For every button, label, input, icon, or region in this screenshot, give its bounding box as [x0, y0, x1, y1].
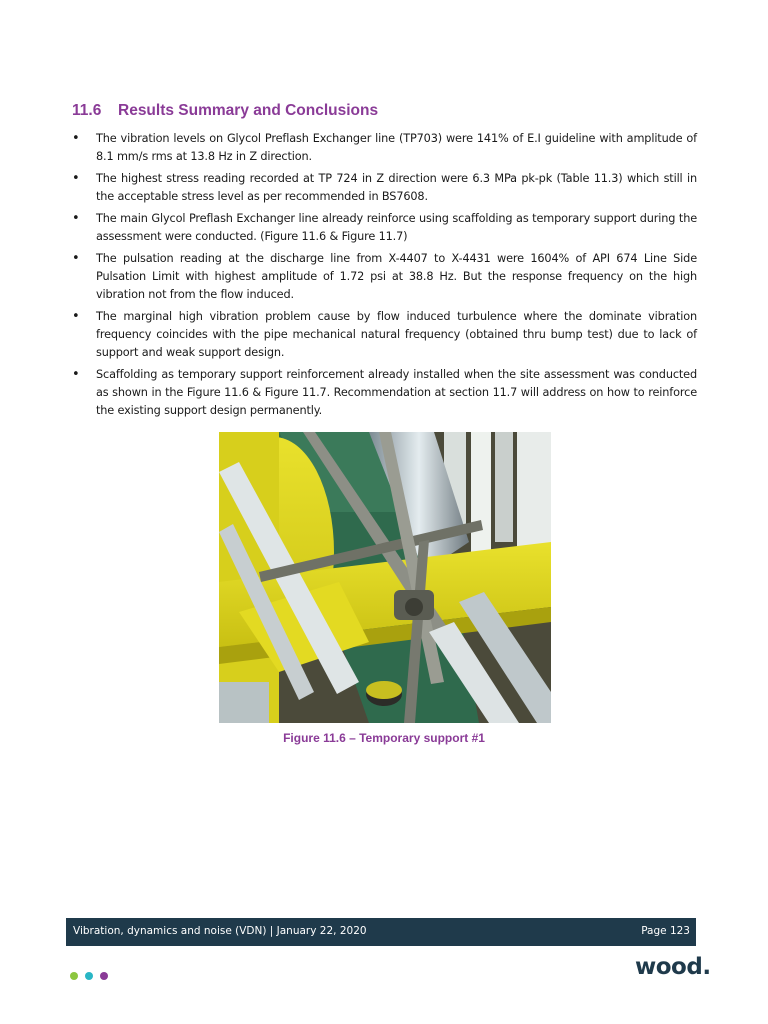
list-item [72, 210, 697, 246]
list-item [72, 170, 697, 206]
brand-dots [70, 965, 115, 977]
list-item-text: The highest stress reading recorded at TP 724 in Z direction were 6.3 MPa pk-pk (Table 11.3) which still in the acceptable stress level as per recommended in BS7608. [96, 172, 697, 203]
section-number: 11.6 [72, 102, 102, 119]
list-item-text: The marginal high vibration problem cause by flow induced turbulence where the dominate vibration frequency coincides with the pipe mechanical natural frequency (obtained thru bump test) due to lack of support and weak support design. [96, 310, 697, 359]
bullet-icon: • [72, 251, 80, 266]
temporary-support-photo [219, 432, 551, 723]
footer-bar [66, 918, 696, 946]
list-item-text: The pulsation reading at the discharge line from X-4407 to X-4431 were 1604% of API 674 Line Side Pulsation Limit with highest amplitude of 1.72 psi at 38.8 Hz. But the response frequency on the high vibration not from the flow induced. [96, 252, 697, 301]
bullet-icon: • [72, 367, 80, 382]
list-item-text: The main Glycol Preflash Exchanger line already reinforce using scaffolding as temporary support during the assessment were conducted. (Figure 11.6 & Figure 11.7) [96, 212, 697, 243]
footer-document-info: Vibration, dynamics and noise (VDN) | January 22, 2020 [73, 925, 367, 937]
section-heading [72, 102, 378, 120]
teal-dot-icon [85, 972, 93, 980]
conclusions-list [72, 130, 697, 424]
list-item-text: Scaffolding as temporary support reinforcement already installed when the site assessment was conducted as shown in the Figure 11.6 & Figure 11.7. Recommendation at section 11.7 will address on how to reinforce the existing support design permanently. [96, 368, 697, 417]
wood-logo: wood. [635, 954, 711, 980]
section-title: Results Summary and Conclusions [118, 102, 379, 119]
list-item [72, 250, 697, 304]
bullet-icon: • [72, 131, 80, 146]
green-dot-icon [70, 972, 78, 980]
bullet-icon: • [72, 309, 80, 324]
list-item [72, 308, 697, 362]
list-item [72, 130, 697, 166]
list-item [72, 366, 697, 420]
purple-dot-icon [100, 972, 108, 980]
page-number: Page 123 [641, 925, 690, 937]
list-item-text: The vibration levels on Glycol Preflash Exchanger line (TP703) were 141% of E.I guideline with amplitude of 8.1 mm/s rms at 13.8 Hz in Z direction. [96, 132, 697, 163]
bullet-icon: • [72, 211, 80, 226]
bullet-icon: • [72, 171, 80, 186]
figure-caption: Figure 11.6 – Temporary support #1 [283, 731, 485, 745]
